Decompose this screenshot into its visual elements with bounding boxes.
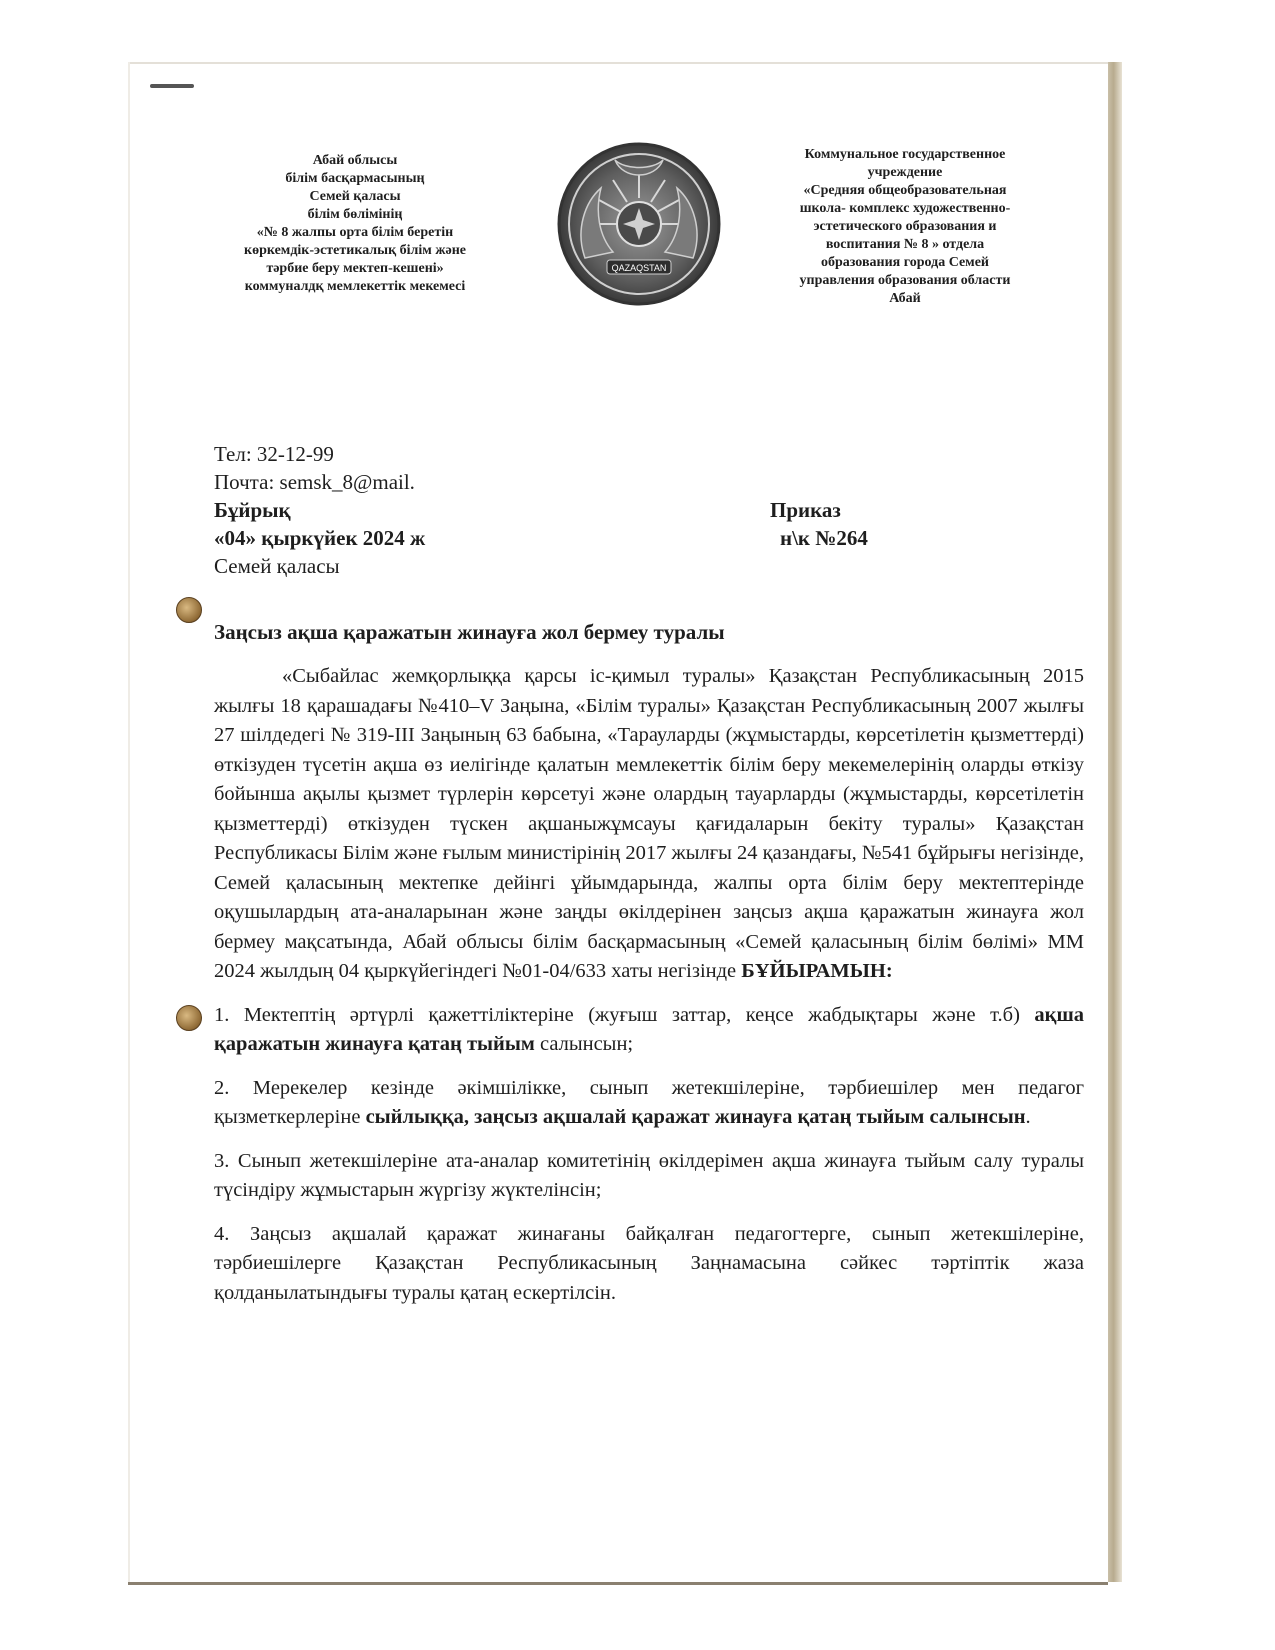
- order-item-2: [214, 1074, 1084, 1133]
- document-title: Заңсыз ақша қаражатын жинауға жол бермеу туралы: [214, 620, 725, 644]
- header-line: управления образования области: [799, 273, 1011, 288]
- item-text: .: [1025, 1106, 1031, 1128]
- item-text: 2. Мерекелер кезінде әкімшілікке, сынып жетекшілеріне, тәрбиешілер мен педагог қызметкерлеріне: [214, 1076, 1084, 1128]
- header-line: воспитания № 8 » отдела: [825, 237, 985, 252]
- emblem-label: QAZAQSTAN: [611, 263, 667, 273]
- header-line: Абай: [889, 291, 921, 306]
- page-right-edge-shadow: [1108, 62, 1122, 1582]
- preamble-command: БҰЙЫРАМЫН:: [741, 960, 893, 982]
- punch-hole: [176, 1005, 202, 1031]
- header-line: Абай облысы: [312, 153, 398, 168]
- order-item-1: [214, 1001, 1084, 1060]
- header-line: тәрбие беру мектеп-кешені»: [266, 261, 444, 276]
- punch-hole: [176, 597, 202, 623]
- order-number: н\к №264: [780, 526, 868, 550]
- header-line: Коммунальное государственное: [804, 147, 1006, 162]
- order-label-kz: Бұйрық: [214, 498, 291, 522]
- header-line: образования города Семей: [820, 255, 990, 270]
- order-item-4: 4. Заңсыз ақшалай қаражат жинағаны байқалған педагогтерге, сынып жетекшілеріне, тәрбиешілерге Қазақстан Республикасының Заңнамасына сәйкес тәртіптік жаза қолданылатындығы туралы қатаң ескертілсін.: [214, 1222, 1084, 1304]
- header-line: школа- комплекс художественно-: [799, 201, 1011, 216]
- email-text: Почта: semsk_8@mail.: [214, 470, 415, 494]
- contacts-block: [214, 440, 425, 580]
- header-line: «Средняя общеобразовательная: [803, 183, 1007, 198]
- order-block-ru: [770, 496, 868, 552]
- page-bottom-edge: [128, 1582, 1108, 1585]
- preamble-text: «Сыбайлас жемқорлыққа қарсы іс-қимыл туралы» Қазақстан Республикасының 2015 жылғы 18 қарашадағы №410–V Заңына, «Білім туралы» Қазақстан Республикасының 2007 жылғы 27 шілдедегі № 319-ІІІ Заңының 63 бабына, «Тарауларды (жұмыстарды, көрсетілетін қызметтерді) өткізуден түсетін ақша өз иелігінде қалатын мемлекеттік білім беру мекемелерінің оларды өткізу бойынша ақылы қызмет түрлерін көрсетуі және олардың тауарларды (жұмыстарды, көрсетілетін қызметтерді) өткізуден түскен ақшаныжұмсауы қағидаларын бекіту туралы» Қазақстан Республикасы Білім және ғылым министірінің 2017 жылғы 24 қазандағы, №541 бұйрығы негізінде, Семей қаласының мектепке дейінгі ұйымдарында, жалпы орта білім беру мектептерінде оқушылардың ата-аналарынан және заңды өкілдерінен заңсыз ақша қаражатын жинауға жол бермеу мақсатында, Абай облысы білім басқармасының «Семей қаласының білім бөлімі» ММ 2024 жылдың 04 қыркүйегіндегі №01-04/633 хаты негізінде: [214, 665, 1084, 982]
- order-label-ru: Приказ: [770, 498, 841, 522]
- header-line: эстетического образования и: [813, 219, 997, 234]
- document-body: [214, 662, 1084, 1308]
- header-russian-org: [760, 146, 1050, 308]
- header-line: «№ 8 жалпы орта білім беретін: [256, 225, 454, 240]
- header-line: білім басқармасының: [285, 171, 425, 186]
- item-bold-text: ақша қаражатын жинауға қатаң тыйым: [214, 1003, 1085, 1055]
- order-date: «04» қыркүйек 2024 ж: [214, 526, 426, 550]
- item-text: салынсын;: [539, 1033, 634, 1055]
- city-text: Семей қаласы: [214, 554, 340, 578]
- order-item-3: 3. Сынып жетекшілеріне ата-аналар комитетінің өкілдерімен ақша жинауға тыйым салу туралы түсіндіру жұмыстарын жүргізу жүктелінсін;: [214, 1149, 1084, 1201]
- header-kazakh-org: [210, 152, 500, 296]
- scan-mark: [150, 84, 194, 88]
- header-line: көркемдік-эстетикалық білім және: [244, 243, 466, 258]
- header-line: Семей қаласы: [309, 189, 401, 204]
- page-top-edge: [128, 62, 1108, 64]
- preamble-paragraph: [214, 662, 1084, 987]
- item-bold-text: сыйлыққа, заңсыз ақшалай қаражат жинауға қатаң тыйым салынсын: [365, 1106, 1026, 1128]
- kazakhstan-emblem-icon: [555, 140, 723, 308]
- page-left-edge: [128, 62, 130, 1582]
- phone-text: Тел: 32-12-99: [214, 442, 334, 466]
- header-line: білім бөлімінің: [307, 207, 403, 222]
- header-line: учреждение: [867, 165, 943, 180]
- header-line: коммуналдқ мемлекеттік мекемесі: [244, 279, 466, 294]
- item-text: 1. Мектептің әртүрлі қажеттіліктеріне (жуғыш заттар, кеңсе жабдықтары және т.б): [214, 1003, 1020, 1026]
